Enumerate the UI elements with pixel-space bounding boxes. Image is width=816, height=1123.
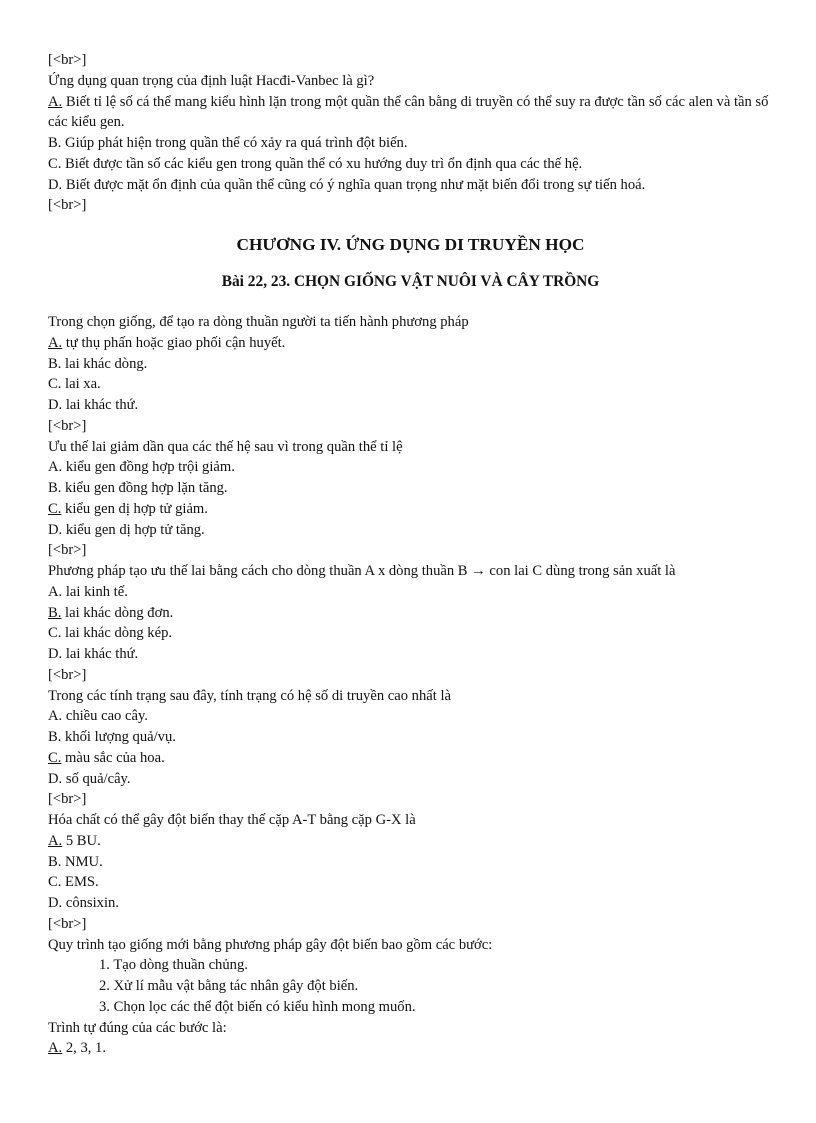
option-text: lai khác thứ. (62, 397, 139, 413)
answer-option (48, 706, 773, 727)
option-letter: D. (48, 646, 63, 662)
option-letter: A. (48, 832, 63, 849)
option-letter: C. (48, 155, 62, 172)
question-text: Phương pháp tạo ưu thế lai bằng cách cho dòng thuần A x dòng thuần B → con lai C dùng trong sản xuất là (48, 563, 676, 579)
option-letter: D. (48, 521, 63, 538)
option-text: lai xa. (61, 376, 101, 393)
separator: [<br>] (48, 542, 87, 559)
option-letter: D. (48, 176, 63, 193)
option-text: lai kinh tế. (62, 583, 128, 600)
option-letter: C. (48, 874, 62, 891)
option-letter: A. (48, 583, 63, 600)
answer-option (48, 831, 773, 852)
option-text: tự thụ phấn hoặc giao phối cận huyết. (62, 334, 286, 351)
option-letter: B. (48, 355, 62, 372)
option-text: Biết tỉ lệ số cá thể mang kiểu hình lặn trong một quần thể cân bằng di truyền có thể suy ra được tần số các alen và tần số các kiểu gen. (48, 93, 769, 131)
option-letter: A. (48, 93, 63, 110)
option-letter: B. (48, 135, 62, 151)
option-text: màu sắc của hoa. (61, 749, 165, 766)
answer-option (48, 395, 773, 416)
question-text: Hóa chất có thể gây đột biến thay thế cặp A-T bằng cặp G-X là (48, 812, 416, 828)
answer-option (48, 893, 773, 914)
lesson-title: Bài 22, 23. CHỌN GIỐNG VẬT NUÔI VÀ CÂY TRỒNG (221, 273, 600, 290)
answer-option (48, 333, 773, 354)
separator: [<br>] (48, 417, 87, 434)
option-letter: D. (48, 770, 63, 787)
option-text: 5 BU. (62, 832, 101, 849)
answer-option (48, 1038, 773, 1059)
answer-option (48, 769, 773, 790)
answer-option (48, 644, 773, 665)
answer-option (48, 478, 773, 499)
option-letter: C. (48, 749, 62, 766)
answer-option (48, 520, 773, 541)
answer-option (48, 872, 773, 893)
answer-option (48, 92, 773, 134)
question-text: Quy trình tạo giống mới bằng phương pháp gây đột biến bao gồm các bước: (48, 936, 493, 953)
option-letter: B. (48, 853, 62, 870)
question-text: Trong chọn giống, để tạo ra dòng thuần người ta tiến hành phương pháp (48, 314, 469, 330)
answer-option (48, 354, 773, 375)
option-text: kiểu gen dị hợp tử tăng. (62, 521, 205, 538)
option-text: khối lượng quả/vụ. (61, 729, 176, 745)
separator: [<br>] (48, 915, 87, 932)
question-text: Ưu thế lai giảm dần qua các thế hệ sau vì trong quần thể tỉ lệ (48, 438, 403, 455)
question-text: Trình tự đúng của các bước là: (48, 1019, 227, 1036)
separator: [<br>] (48, 52, 87, 68)
answer-option (48, 154, 773, 175)
option-letter: B. (48, 729, 62, 745)
answer-option (48, 499, 773, 520)
option-letter: A. (48, 708, 63, 725)
option-letter: A. (48, 334, 63, 351)
process-step: 3. Chọn lọc các thể đột biến có kiểu hình mong muốn. (99, 998, 416, 1015)
question-text: Ứng dụng quan trọng của định luật Hacđi-Vanbec là gì? (48, 72, 375, 89)
answer-option (48, 175, 773, 196)
option-text: lai khác thứ. (62, 646, 139, 662)
answer-option (48, 623, 773, 644)
option-text: chiều cao cây. (62, 708, 148, 725)
option-text: lai khác dòng. (61, 355, 148, 372)
separator: [<br>] (48, 666, 87, 683)
separator: [<br>] (48, 197, 87, 214)
option-text: kiểu gen dị hợp tử giảm. (61, 500, 208, 517)
option-text: NMU. (61, 853, 103, 870)
process-step: 1. Tạo dòng thuần chủng. (99, 957, 248, 974)
answer-option (48, 582, 773, 603)
answer-option (48, 727, 773, 748)
option-text: Biết được tần số các kiểu gen trong quần thể có xu hướng duy trì ổn định qua các thế hệ. (61, 155, 583, 172)
option-text: số quả/cây. (62, 770, 131, 787)
option-letter: B. (48, 480, 62, 496)
option-letter: C. (48, 625, 62, 642)
answer-option (48, 133, 773, 154)
option-letter: A. (48, 459, 63, 476)
option-text: cônsixin. (62, 895, 119, 911)
answer-option (48, 748, 773, 769)
option-text: lai khác dòng kép. (61, 625, 173, 642)
option-letter: A. (48, 1040, 63, 1057)
answer-option (48, 374, 773, 395)
option-letter: B. (48, 604, 62, 621)
option-letter: C. (48, 376, 62, 393)
option-text: Biết được mặt ổn định của quần thể cũng có ý nghĩa quan trọng như mặt biến đổi trong sự tiến hoá. (62, 176, 646, 193)
option-text: lai khác dòng đơn. (61, 604, 174, 621)
separator: [<br>] (48, 791, 87, 808)
answer-option (48, 603, 773, 624)
option-letter: C. (48, 500, 62, 517)
option-text: Giúp phát hiện trong quần thể có xảy ra quá trình đột biến. (61, 135, 408, 151)
option-text: EMS. (61, 874, 99, 891)
option-text: kiểu gen đồng hợp trội giảm. (62, 459, 235, 476)
option-text: kiểu gen đồng hợp lặn tăng. (61, 480, 228, 496)
option-text: 2, 3, 1. (62, 1040, 106, 1057)
chapter-title: CHƯƠNG IV. ỨNG DỤNG DI TRUYỀN HỌC (236, 235, 585, 254)
process-step: 2. Xử lí mẫu vật bằng tác nhân gây đột biến. (99, 978, 359, 994)
document-content (48, 50, 773, 1059)
answer-option (48, 852, 773, 873)
answer-option (48, 457, 773, 478)
question-text: Trong các tính trạng sau đây, tính trạng có hệ số di truyền cao nhất là (48, 687, 451, 704)
option-letter: D. (48, 397, 63, 413)
option-letter: D. (48, 895, 63, 911)
